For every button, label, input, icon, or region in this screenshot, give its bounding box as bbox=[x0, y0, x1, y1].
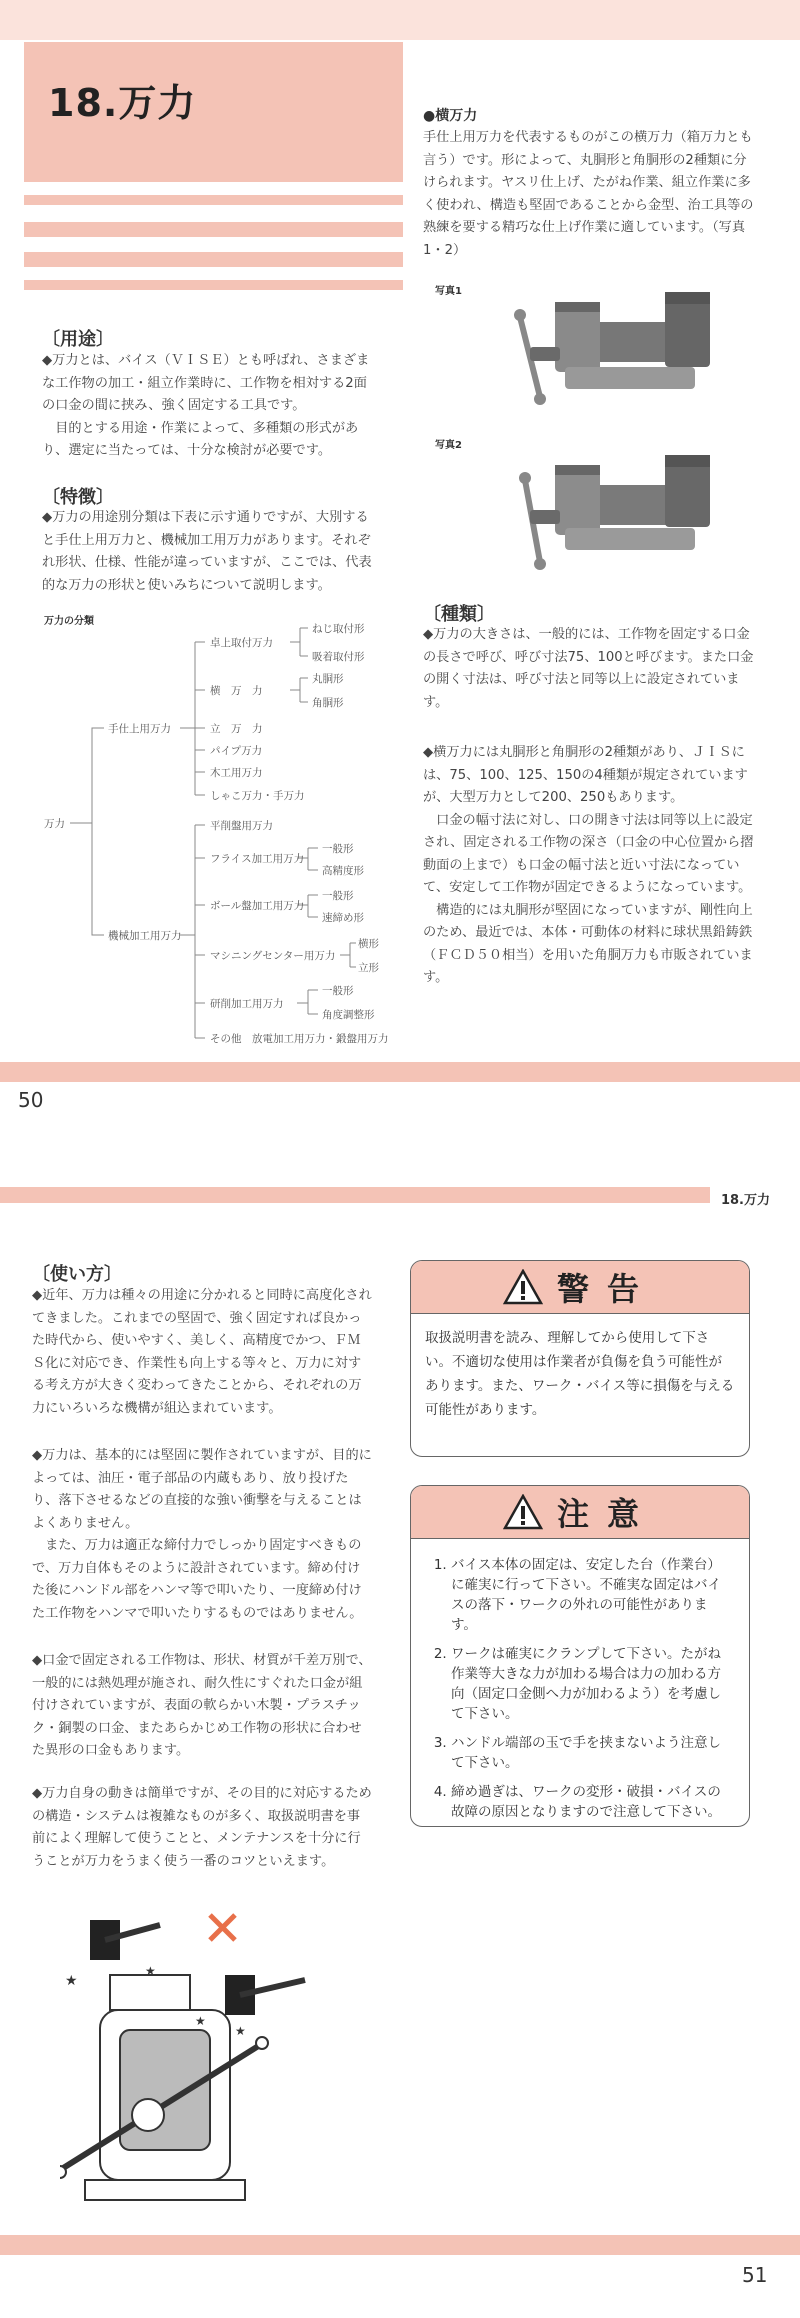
warning-text: 取扱説明書を読み、理解してから使用して下さい。不適切な使用は作業者が負傷を負う可能性があります。また、ワーク・バイス等に損傷を与える可能性があります。 bbox=[425, 1330, 735, 1418]
tree-kakudo: 角胴形 bbox=[312, 697, 344, 709]
tree-ball-ippan: 一般形 bbox=[322, 890, 354, 902]
tokucho-heading: 〔特徴〕 bbox=[42, 487, 114, 508]
tree-yoko: 横 万 力 bbox=[210, 685, 263, 697]
warning-title: 警告 bbox=[556, 1270, 657, 1308]
warning-box bbox=[410, 1260, 750, 1457]
vise-photo-2-icon bbox=[500, 440, 730, 570]
tree-neji: ねじ取付形 bbox=[312, 623, 365, 635]
tree-root: 万力 bbox=[44, 818, 65, 830]
page-number-50: 50 bbox=[18, 1088, 44, 1112]
page-number-51: 51 bbox=[742, 2263, 768, 2287]
caution-item-1: 1. バイス本体の固定は、安定した台（作業台）に確実に行って下さい。不確実な固定はバイスの落下・ワークの外れの可能性があります。 bbox=[451, 1555, 731, 1635]
photo1-label: 写真1 bbox=[435, 286, 462, 297]
tree-sonota: その他 放電加工用万力・鍛盤用万力 bbox=[210, 1033, 389, 1045]
page-title: 18.万力 bbox=[48, 81, 197, 125]
tree-tate: 立 万 力 bbox=[210, 723, 263, 735]
page-gap bbox=[0, 1115, 800, 1155]
caution-item-4: 4. 締め過ぎは、ワークの変形・破損・バイスの故障の原因となりますので注意して下さい。 bbox=[451, 1782, 731, 1822]
caution-triangle-icon bbox=[503, 1494, 543, 1530]
page-51 bbox=[0, 1155, 800, 2318]
svg-text:★: ★ bbox=[235, 2024, 246, 2038]
caution-item-2: 2. ワークは確実にクランプして下さい。たがね作業等大きな力が加わる場合は力の加わる方向（固定口金側へ力が加わるよう）を考慮して下さい。 bbox=[451, 1644, 731, 1724]
svg-text:★: ★ bbox=[65, 1973, 78, 1989]
tsukaikata-text-4: ◆万力自身の動きは簡単ですが、その目的に対応するための構造・システムは複雑なものが多く、取扱説明書を事前によく理解して使うことと、メンテナンスを十分に行うことが万力をうまく使う一番のコツといえます。 bbox=[32, 1786, 372, 1869]
tree-mokko: 木工用万力 bbox=[210, 767, 263, 779]
yokomanriki-heading: ●横万力 bbox=[423, 108, 478, 124]
tree-kensaku-ippan: 一般形 bbox=[322, 985, 354, 997]
caution-item-3: 3. ハンドル端部の玉で手を挟まないよう注意して下さい。 bbox=[451, 1733, 731, 1773]
tree-heikaku: 平削盤用万力 bbox=[210, 820, 273, 832]
tree-marudo: 丸胴形 bbox=[312, 673, 344, 685]
tree-pipe: パイプ万力 bbox=[210, 745, 263, 757]
tokucho-text: ◆万力の用途別分類は下表に示す通りですが、大別すると手仕上用万力と、機械加工用万力があります。それぞれ形状、仕様、性能が違っていますが、ここでは、代表的な万力の形状と使いみちについて説明します。 bbox=[42, 510, 372, 593]
tree-kensaku: 研削加工用万力 bbox=[210, 998, 284, 1010]
yokomanriki-text: 手仕上用万力を代表するものがこの横万力（箱万力とも言う）です。形によって、丸胴形と角胴形の2種類に分けられます。ヤスリ仕上げ、たがね作業、組立作業に多く使われ、構造も堅固であることから金型、治工具等の熟練を要する精巧な仕上げ作業に適しています。（写真1・2） bbox=[423, 130, 754, 258]
tree-mc: マシニングセンター用万力 bbox=[210, 950, 336, 962]
tree-ball-soku: 速締め形 bbox=[322, 912, 364, 924]
hammer-ng-illustration bbox=[60, 1895, 360, 2215]
shurui-text-2: ◆横万力には丸胴形と角胴形の2種類があり、ＪＩＳには、75、100、125、150の4種類が規定されていますが、大型万力として200、250もあります。 口金の幅寸法に対し、口の開き寸法は同等以上に設定され、固定される工作物の深さ（口金の中心位置から摺動面の上まで）も口金の幅寸法と近い寸法になっていて、安定して工作物が固定できるようになっています。 構造的には丸胴形が堅固になっていますが、剛性向上のため、最近では、本体・可動体の材料に球状黒鉛鋳鉄（ＦＣＤ５０相当）を用いた角胴万力も市販されています。 bbox=[423, 745, 754, 985]
svg-text:★: ★ bbox=[145, 1964, 156, 1978]
tree-kyuban: 吸着取付形 bbox=[312, 651, 365, 663]
running-head-stripe bbox=[0, 1187, 710, 1203]
tree-kensaku-kakudo: 角度調整形 bbox=[322, 1009, 375, 1021]
caution-box bbox=[410, 1485, 750, 1827]
shurui-heading: 〔種類〕 bbox=[423, 604, 495, 625]
bottom-stripe-51 bbox=[0, 2235, 800, 2255]
tree-mc-yoko: 横形 bbox=[358, 938, 379, 950]
yoto-heading: 〔用途〕 bbox=[42, 329, 114, 350]
running-head: 18.万力 bbox=[720, 1193, 770, 1208]
tree-fraise-ippan: 一般形 bbox=[322, 843, 354, 855]
tsukaikata-heading: 〔使い方〕 bbox=[32, 1264, 122, 1285]
tree-fraise: フライス加工用万力 bbox=[210, 853, 305, 865]
tree-machine: 機械加工用万力 bbox=[108, 930, 182, 942]
tsukaikata-text-2: ◆万力は、基本的には堅固に製作されていますが、目的によっては、油圧・電子部品の内蔵もあり、放り投げたり、落下させるなどの直接的な強い衝撃を与えることはよくありません。 また、万力は適正な締付力でしっかり固定すべきもので、万力自体もそのように設計されています。締め付けた後にハンドル部をハンマ等で叩いたり、一度締め付けた工作物をハンマで叩いたりするものではありません。 bbox=[32, 1448, 372, 1621]
tree-mc-tate: 立形 bbox=[358, 962, 379, 974]
vise-photo-1-icon bbox=[495, 282, 730, 407]
tree-ball: ボール盤加工用万力 bbox=[210, 900, 305, 912]
tsukaikata-text-3: ◆口金で固定される工作物は、形状、材質が千差万別で、一般的には熱処理が施され、耐久性にすぐれた口金が組付けされていますが、表面の軟らかい木製・プラスチック・銅製の口金、またあらかじめ工作物の形状に合わせた異形の口金もあります。 bbox=[32, 1653, 372, 1758]
bottom-stripe bbox=[0, 1062, 800, 1082]
photo2-label: 写真2 bbox=[435, 440, 462, 451]
tree-takujo: 卓上取付万力 bbox=[210, 637, 273, 649]
cross-mark-icon bbox=[210, 1915, 235, 1940]
yoto-text: ◆万力とは、バイス（ＶＩＳＥ）とも呼ばれ、さまざまな工作物の加工・組立作業時に、工作物を相対する2面の口金の間に挟み、強く固定する工具です。 目的とする用途・作業によって、多種類の形式があり、選定に当たっては、十分な検討が必要です。 bbox=[42, 353, 370, 458]
tree-fraise-koseido: 高精度形 bbox=[322, 865, 364, 877]
warning-triangle-icon bbox=[503, 1269, 543, 1305]
caution-list bbox=[411, 1539, 749, 1827]
caution-title: 注意 bbox=[556, 1495, 657, 1533]
page-50 bbox=[0, 0, 800, 1115]
shurui-text-1: ◆万力の大きさは、一般的には、工作物を固定する口金の長さで呼び、呼び寸法75、100と呼びます。また口金の開く寸法は、呼び寸法と同等以上に設定されています。 bbox=[423, 627, 754, 710]
tsukaikata-text-1: ◆近年、万力は種々の用途に分かれると同時に高度化されてきました。これまでの堅固で、強く固定すれば良かった時代から、使いやすく、美しく、高精度でかつ、ＦＭＳ化に対応でき、作業性も向上する等々と、万力に対する考え方が大きく変わってきたことから、それぞれの万力にいろいろな機構が組込まれています。 bbox=[32, 1288, 372, 1416]
tree-title: 万力の分類 bbox=[44, 616, 94, 627]
svg-text:★: ★ bbox=[195, 2014, 206, 2028]
tree-shako: しゃこ万力・手万力 bbox=[210, 790, 305, 802]
tree-hand: 手仕上用万力 bbox=[108, 723, 171, 735]
